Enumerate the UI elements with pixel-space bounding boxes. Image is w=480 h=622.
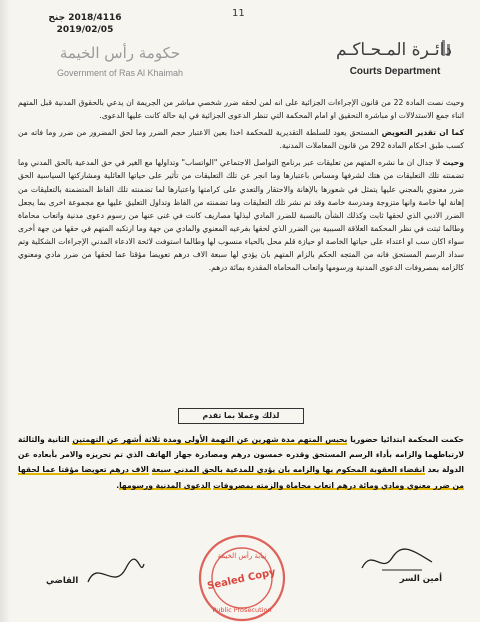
verdict-text: الثانية والثالثة لارتباطهما والزامه بأداء الرسم المستحق وقدره خمسون درهم ومصادرة جهاز الهاتف الذي تم تحريزه والامر بأبعاده عن الدولة بعد: [18, 435, 464, 475]
case-number: 2018/4116 جنح: [48, 13, 122, 23]
highlighted-sentence: بحبس المتهم مدة شهرين عن التهمة الأولى ومدة ثلاثة أشهر عن التهمتين: [72, 435, 348, 444]
department-name-en: Courts Department: [349, 66, 441, 77]
highlighted-costs: الدعوى المدنية ورسومها: [119, 480, 211, 490]
court-seal-stamp: [196, 532, 288, 622]
judge-label: القاضي: [46, 576, 79, 586]
paragraph-lead: وحيث: [442, 158, 464, 168]
page-shadow: [0, 0, 10, 622]
paragraph-compensation: [18, 126, 464, 152]
verdict-text: حكمت المحكمة ابتدائيا حضوريا: [347, 435, 464, 444]
judge-signature-icon: [80, 552, 150, 596]
stamp-text-prosecution: Public Prosecution: [212, 606, 272, 614]
stamp-text-ar: نيابة رأس الخيمة: [217, 552, 267, 560]
highlighted-amount: الاف درهم تعويضا مؤقتا عما لحقها من ضرر معنوي ومادي ومائة درهم اتعاب محاماة والزمته بمصروفات: [18, 465, 464, 490]
paragraph-text: المستحق يعود للسلطة التقديرية للمحكمة اخذا بعين الاعتبار حجم الضرر وما لحق المضرور من ضرر وما فاته من كسب طبق احكام المادة 292 من قانون المعاملات المدنية.: [18, 128, 464, 151]
case-reference: [40, 12, 130, 36]
department-name-ar: دائـرة المـحـاكـم: [336, 40, 452, 60]
stamp-text-sealed: Sealed Copy: [206, 566, 277, 593]
judgment-reasoning: [18, 96, 464, 278]
paragraph-article-22: وحيث نصت المادة 22 من قانون الإجراءات الجزائية على انه لمن لحقه ضرر شخصي مباشر من الجريمة ان يدعي بالحقوق المدنية قبل المتهم اثناء جمع الاستدلالات او مباشرة التحقيق او امام المحكمة التي تنظر الدعوى الجزائية في اية حالة كانت عليها الدعوى.: [18, 98, 464, 121]
secretary-label: أمين السر: [399, 574, 442, 584]
paragraph-text: لا جدال ان ما نشره المتهم من تعليقات عبر برنامج التواصل الاجتماعي "الواتساب" وتداولها مع الغير في حق المدعية بالحق المدني وما تضمنته تلك التعليقات من هتك لشرفها ومساس باعتبارها وما انجر عن تلك التعليقات من تأثير على حياتها العائلية ومشاركتها السياسية الحق ضرر معنوي بالمجني عليها يتمثل في شعورها بالإهانة والاحتقار والتعدي على كرامتها واعتبارها لما تضمنته تلك الفاظ المتضمنة بالتعليقات من إهانة لها خاصة وانها متزوجة ومدرسة خاصة وقد تم نشر تلك التعليقات وما تضمنته من الفاظ وتداول التعليق عليها مع مجموعة اخرى بما يجعل الضرر الادبي الذي لحقها ثابت وكذلك الشأن بالنسبة للضرر المادي لبذلها مصاريف كانت في غنى عنها من رسوم دعوى مدنية واتعاب محاماة وطالما ثبتت في نظر المحكمة العلاقة السببية بين الضرر الذي لحقها بفرعيه المعنوي والمادي من جهة وما ارتكبه المتهم في حقها من جهة أخرى سواء اكان سب او اعتداء على حياتها الخاصة او حيازة قلم محل بالحياء منسوب لها وطالما استوفت لائحة الادعاء المدني الإجراءات الشكلية وتم سداد الرسم المستحق فانه من المتجه الحكم بالزام المتهم بان يؤدي لها سبعة الاف درهم تعويضا مؤقتا عما لحقها من ضرر مادي ومعنوي كالزامه بمصروفات الدعوى المدنية ورسومها واتعاب المحاماة المقدرة بمائة درهم.: [18, 158, 464, 273]
operative-heading: لذلك وعملا بما تقدم: [178, 408, 304, 424]
page-number: 11: [232, 8, 245, 19]
verdict-paragraph: حكمت المحكمة ابتدائيا حضوريا بحبس المتهم مدة شهرين عن التهمة الأولى ومدة ثلاثة أشهر عن التهمتين الثانية والثالثة لارتباطهما والزامه بأداء الرسم المستحق وقدره خمسون درهم ومصادرة جهاز الهاتف الذي تم تحريزه والامر بأبعاده عن الدولة بعد انقضاء العقوبة المحكوم بها والزامه بان يؤدي للمدعية بالحق المدني سبعة الاف درهم تعويضا مؤقتا عما لحقها من ضرر معنوي ومادي ومائة درهم اتعاب محاماة والزمته بمصروفات الدعوى المدنية ورسومها.: [18, 435, 464, 490]
government-name-ar: حكومة رأس الخيمة: [59, 44, 181, 62]
government-name-en: Government of Ras Al Khaimah: [56, 68, 184, 78]
highlighted-compensation: انقضاء العقوبة المحكوم بها والزامه بان يؤدي للمدعية بالحق المدني سبعة: [151, 465, 425, 475]
paragraph-lead: كما ان تقدير التعويض: [381, 128, 465, 138]
letterhead: [0, 0, 480, 90]
paragraph-damages: [18, 156, 464, 274]
case-date: 2019/02/05: [56, 25, 114, 35]
